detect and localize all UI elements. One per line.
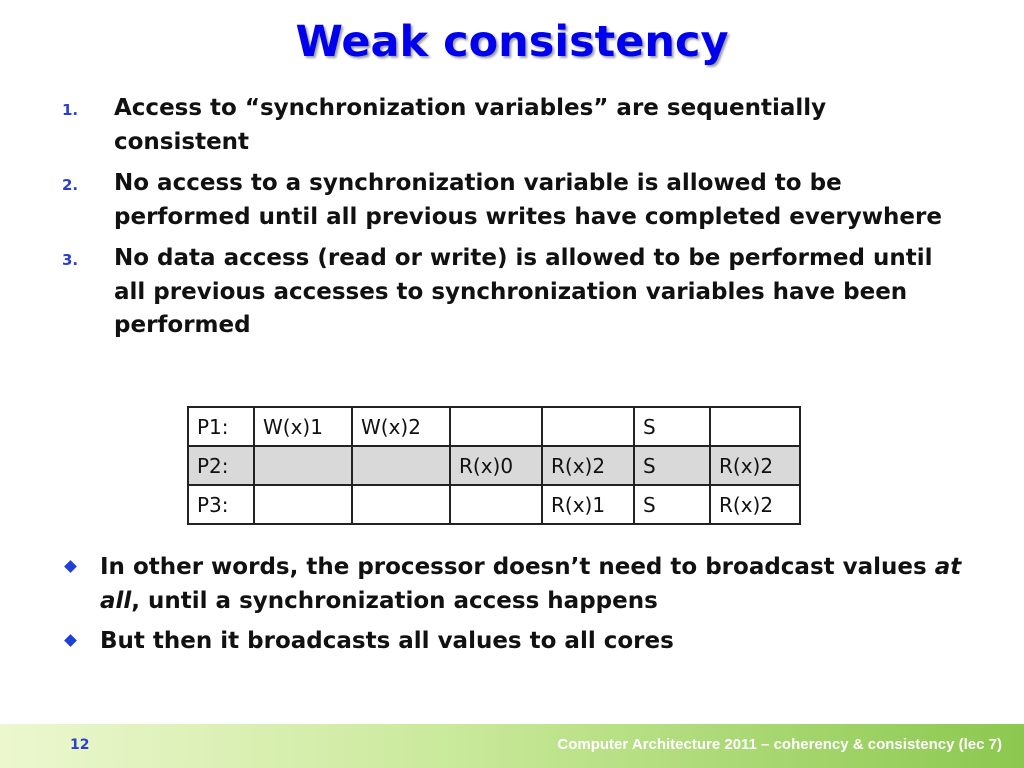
table-cell: S [634,446,710,485]
numbered-list [62,92,962,351]
table-cell [254,485,352,524]
list-number: 1. [62,101,79,119]
diamond-bullet-icon [64,634,77,647]
bullet-emphasis: at all [100,554,962,614]
table-cell [542,407,634,446]
table-cell: R(x)2 [710,485,800,524]
table-row [188,407,800,446]
table-row [188,446,800,485]
table-cell: R(x)0 [450,446,542,485]
list-number: 2. [62,176,79,194]
bullet-item [62,624,962,658]
table-cell: R(x)1 [542,485,634,524]
table-cell [710,407,800,446]
footer-course-title: Computer Architecture 2011 – coherency & consistency (lec 7) [557,736,1002,753]
table-cell: R(x)2 [710,446,800,485]
table-cell: P3: [188,485,254,524]
list-item [62,167,962,234]
bullet-text: But then it broadcasts all values to all cores [100,628,674,654]
slide-title: Weak consistency [295,17,729,67]
table-row [188,485,800,524]
list-number: 3. [62,251,79,269]
bullet-list [62,550,962,664]
timeline-table [187,406,801,525]
list-item [62,92,962,159]
table-cell [352,485,450,524]
table-cell [450,407,542,446]
table-cell: S [634,407,710,446]
table-cell: P1: [188,407,254,446]
list-text: No data access (read or write) is allowed to be performed until all previous accesses to synchronization variables have been performed [114,245,933,338]
table-cell: R(x)2 [542,446,634,485]
bullet-text: In other words, the processor doesn’t need to broadcast values [100,554,935,580]
table-cell: W(x)1 [254,407,352,446]
table-cell [450,485,542,524]
list-item [62,242,962,343]
table-cell [352,446,450,485]
footer-bar [0,724,1024,768]
table-cell: S [634,485,710,524]
page-number: 12 [70,737,90,753]
diamond-bullet-icon [64,560,77,573]
bullet-text: , until a synchronization access happens [131,588,658,614]
list-text: Access to “synchronization variables” are sequentially consistent [114,95,827,155]
table-cell: P2: [188,446,254,485]
list-text: No access to a synchronization variable is allowed to be performed until all previous writes have completed everywhere [114,170,942,230]
table-cell: W(x)2 [352,407,450,446]
table-cell [254,446,352,485]
bullet-item [62,550,962,618]
